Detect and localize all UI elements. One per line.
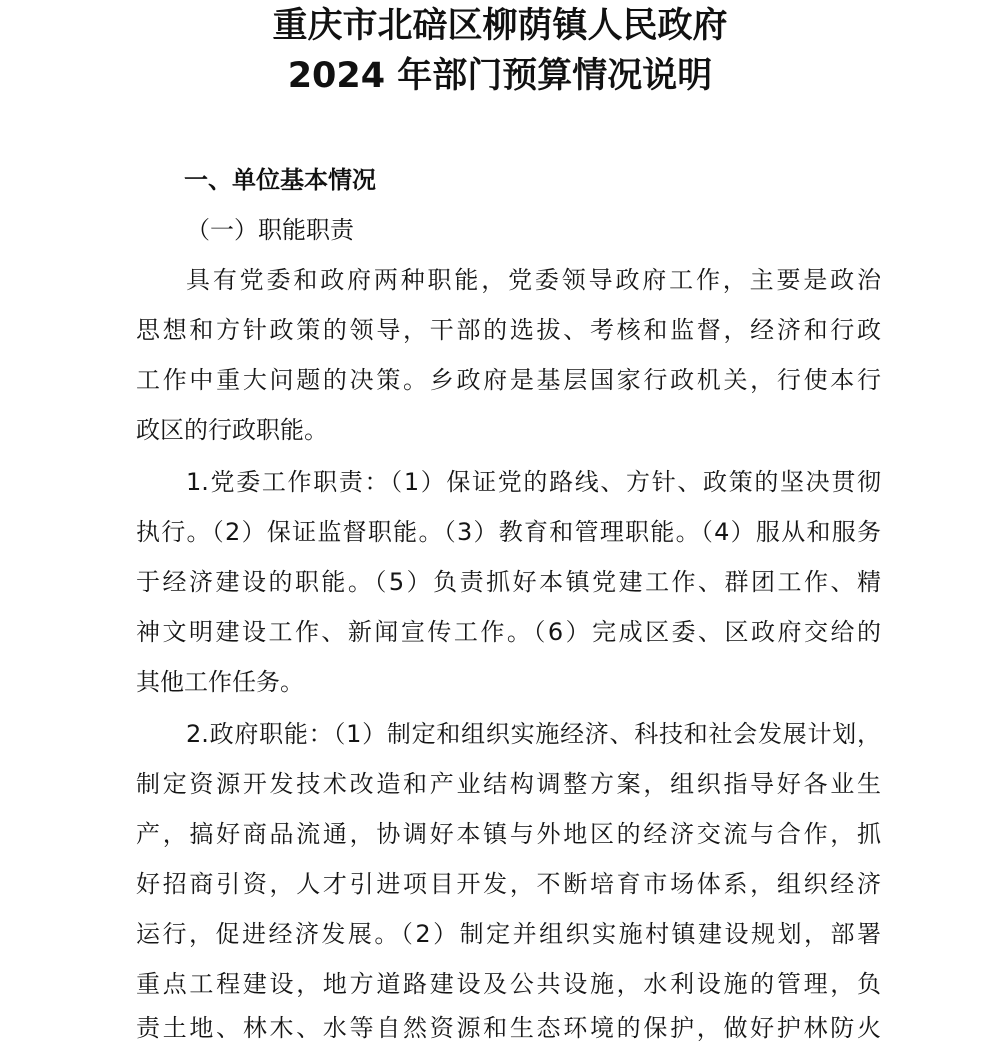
paragraph-line: 2.政府职能：（1）制定和组织实施经济、科技和社会发展计划， [186,720,881,748]
section-heading: 一、单位基本情况 [184,166,376,194]
paragraph-line: 产，搞好商品流通，协调好本镇与外地区的经济交流与合作，抓 [136,820,881,848]
paragraph-line: 具有党委和政府两种职能，党委领导政府工作，主要是政治 [186,266,881,294]
document-title-line-2: 2024 年部门预算情况说明 [287,56,713,96]
paragraph-line: 神文明建设工作、新闻宣传工作。（6）完成区委、区政府交给的 [136,618,881,646]
paragraph-line: 运行，促进经济发展。（2）制定并组织实施村镇建设规划，部署 [136,920,881,948]
paragraph-line: 政区的行政职能。 [136,416,328,444]
document-title-line-1: 重庆市北碚区柳荫镇人民政府 [272,6,728,46]
paragraph-line: 思想和方针政策的领导，干部的选拔、考核和监督，经济和行政 [136,316,881,344]
paragraph-line: 工作中重大问题的决策。乡政府是基层国家行政机关，行使本行 [136,366,881,394]
paragraph-line: 责土地、林木、水等自然资源和生态环境的保护，做好护林防火 [136,1014,881,1042]
paragraph-line: 其他工作任务。 [136,668,304,696]
paragraph-line: 于经济建设的职能。（5）负责抓好本镇党建工作、群团工作、精 [136,568,881,596]
paragraph-line: 好招商引资，人才引进项目开发，不断培育市场体系，组织经济 [136,870,881,898]
paragraph-line: 执行。（2）保证监督职能。（3）教育和管理职能。（4）服从和服务 [136,518,881,546]
paragraph-line: 制定资源开发技术改造和产业结构调整方案，组织指导好各业生 [136,770,881,798]
subsection-heading: （一）职能职责 [186,216,354,244]
paragraph-line: 重点工程建设，地方道路建设及公共设施，水利设施的管理，负 [136,970,881,998]
paragraph-line: 1.党委工作职责：（1）保证党的路线、方针、政策的坚决贯彻 [186,468,881,496]
